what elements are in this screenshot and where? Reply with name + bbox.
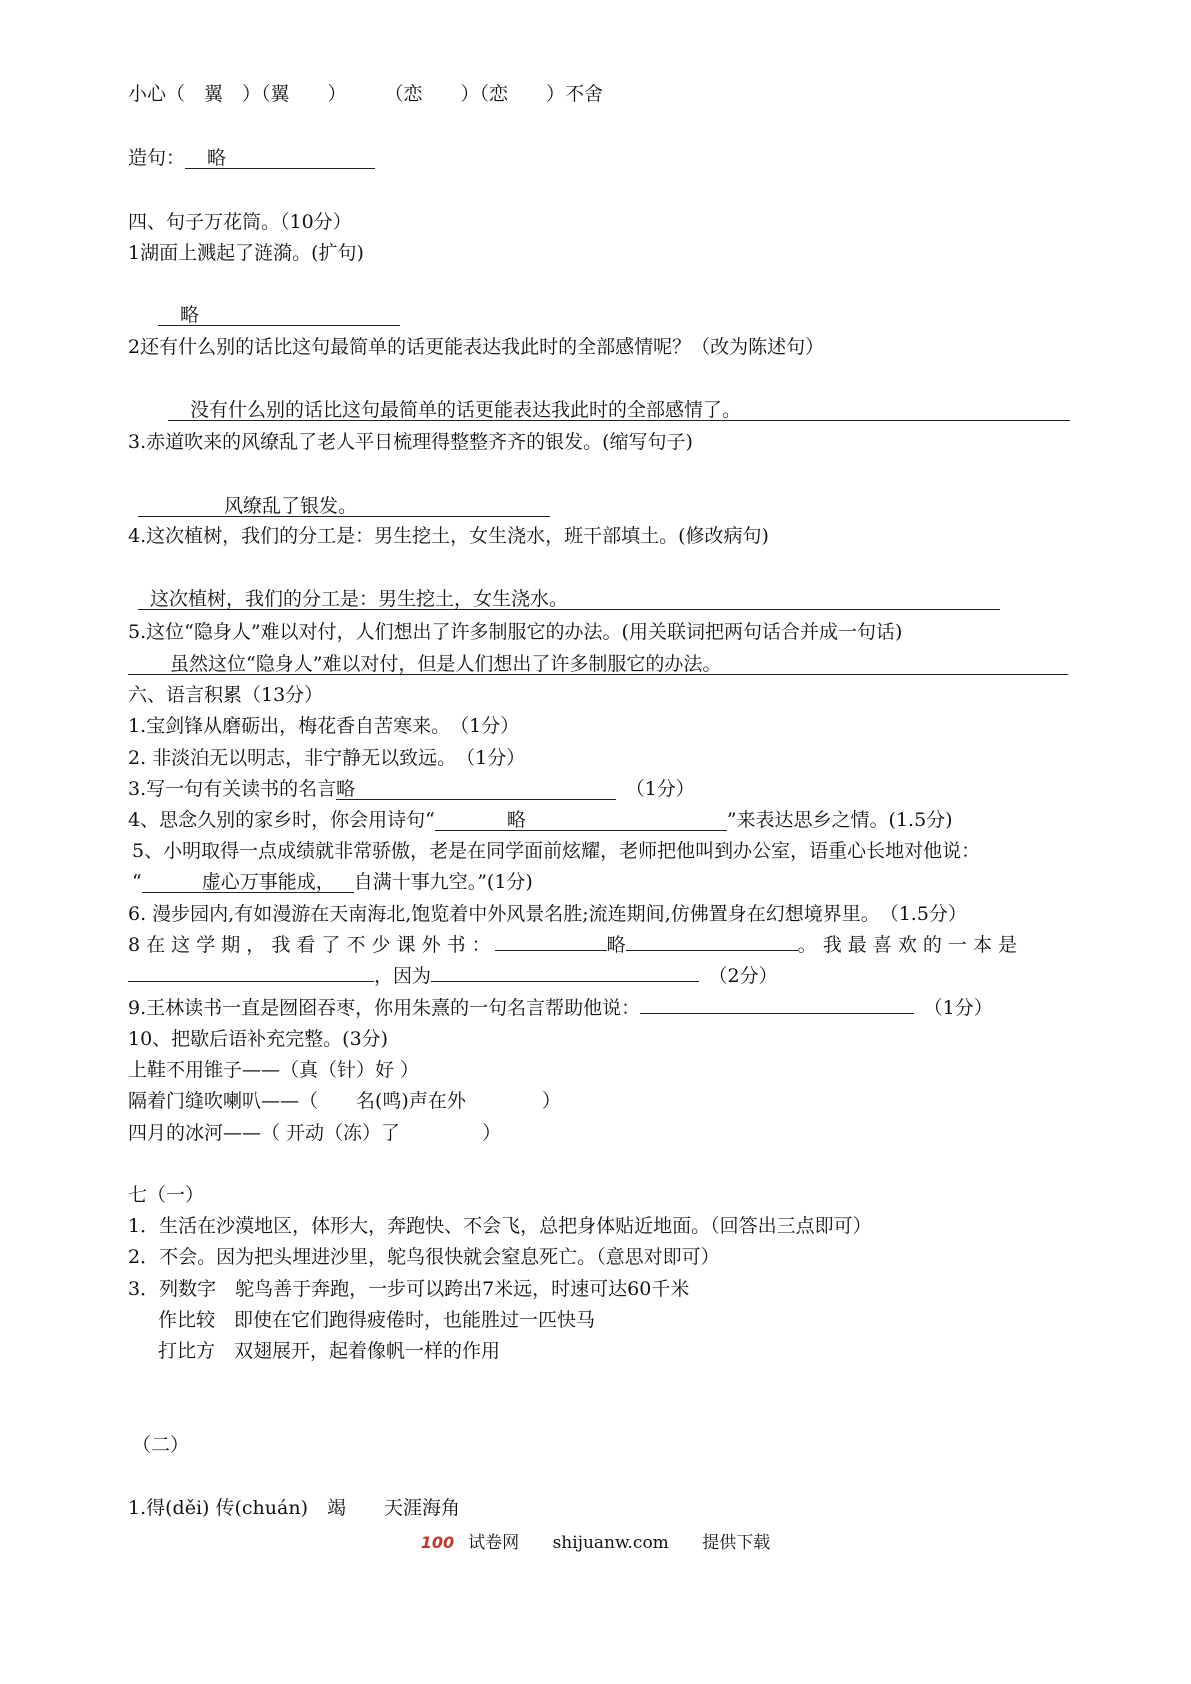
s4-answer-1: 略 bbox=[158, 305, 400, 326]
xiehouyu-1: 上鞋不用锥子——（真（针）好 ） bbox=[128, 1059, 420, 1081]
s4-answer-1-line bbox=[158, 303, 400, 327]
s4-answer-2-line bbox=[168, 398, 1070, 422]
s6-item-8b bbox=[128, 964, 778, 988]
site-domain: shijuanw.com bbox=[552, 1533, 669, 1553]
s6-item-8b-score: （2分） bbox=[699, 965, 778, 987]
s6-item-8b-blank-1 bbox=[128, 981, 374, 982]
s7-part-2-answer-1: 1.得(děi) 传(chuán) 竭 天涯海角 bbox=[128, 1497, 460, 1519]
s6-item-3-score: （1分） bbox=[616, 778, 695, 800]
s6-item-8a-blank-1 bbox=[495, 950, 607, 951]
s6-item-4-suffix: ”来表达思乡之情。(1.5分) bbox=[726, 809, 953, 831]
s6-item-8a-blank-2 bbox=[626, 950, 798, 951]
s4-answer-4: 这次植树，我们的分工是：男生挖土，女生浇水。 bbox=[138, 589, 1000, 610]
s6-item-9-prompt: 9.王林读书一直是囫囵吞枣，你用朱熹的一句名言帮助他说： bbox=[128, 997, 641, 1019]
s7-answer-3: 3．列数字 鸵鸟善于奔跑，一步可以跨出7米远，时速可达60千米 bbox=[128, 1278, 690, 1300]
zaoju-answer: 略 bbox=[185, 148, 375, 169]
s6-item-5b-open-quote: “ bbox=[132, 871, 142, 893]
zaoju-line bbox=[128, 146, 375, 170]
s6-item-2: 2. 非淡泊无以明志，非宁静无以致远。 （1分） bbox=[128, 747, 526, 769]
section-6-title: 六、语言积累（13分） bbox=[128, 684, 324, 706]
xiehouyu-3: 四月的冰河——（ 开动（冻）了 ） bbox=[128, 1122, 502, 1144]
s6-item-9-blank bbox=[640, 1013, 914, 1014]
s7-answer-3-metaphor: 打比方 双翅展开，起着像帆一样的作用 bbox=[158, 1340, 501, 1362]
s6-item-8b-blank-2 bbox=[431, 981, 699, 982]
s7-answer-1: 1．生活在沙漠地区，体形大，奔跑快、不会飞，总把身体贴近地面。（回答出三点即可） bbox=[128, 1215, 872, 1237]
s6-item-8a-suffix: 。 我 最 喜 欢 的 一 本 是 bbox=[797, 934, 1017, 956]
s4-question-2: 2还有什么别的话比这句最简单的话更能表达我此时的全部感情呢？（改为陈述句） bbox=[128, 336, 825, 358]
s4-answer-3-line bbox=[138, 494, 550, 518]
s4-answer-5: 虽然这位“隐身人”难以对付，但是人们想出了许多制服它的办法。 bbox=[128, 654, 1068, 675]
s6-item-4-prompt: 4、思念久别的家乡时，你会用诗句“ bbox=[128, 809, 435, 831]
s6-item-5b-answer: 虚心万事能成， bbox=[142, 872, 354, 893]
s6-item-4-answer: 略 bbox=[435, 810, 727, 831]
s4-question-1: 1湖面上溅起了涟漪。(扩句) bbox=[128, 242, 364, 264]
s6-item-5a: 5、小明取得一点成绩就非常骄傲，老是在同学面前炫耀，老师把他叫到办公室，语重心长地对他说： bbox=[132, 840, 981, 862]
s6-item-4 bbox=[128, 808, 953, 832]
s6-item-8a-answer: 略 bbox=[606, 934, 626, 956]
zaoju-label: 造句： bbox=[128, 147, 186, 169]
s4-answer-2: 没有什么别的话比这句最简单的话更能表达我此时的全部感情了。 bbox=[168, 400, 1070, 421]
s6-item-3 bbox=[128, 777, 695, 801]
s6-item-5b bbox=[132, 870, 533, 894]
s4-answer-3: 风缭乱了银发。 bbox=[138, 496, 550, 517]
s4-question-5: 5.这位“隐身人”难以对付，人们想出了许多制服它的办法。(用关联词把两句话合并成一句话) bbox=[128, 621, 903, 643]
s4-answer-4-line bbox=[138, 587, 1000, 611]
s6-item-3-prompt: 3.写一句有关读书的名言 bbox=[128, 778, 337, 800]
idiom-line: 小心（ 翼 ）（翼 ） （恋 ）（恋 ）不舍 bbox=[128, 83, 604, 105]
site-name: 试卷网 bbox=[468, 1533, 520, 1553]
s6-item-6: 6. 漫步园内,有如漫游在天南海北,饱览着中外风景名胜;流连期间,仿佛置身在幻想境界里。 （1.5分） bbox=[128, 903, 967, 925]
page-footer bbox=[0, 1528, 1191, 1553]
s7-answer-2: 2．不会。因为把头埋进沙里，鸵鸟很快就会窒息死亡。（意思对即可） bbox=[128, 1246, 720, 1268]
s6-item-8a-prompt: 8 在 这 学 期 ， 我 看 了 不 少 课 外 书 ： bbox=[128, 934, 491, 956]
section-7-title: 七（一） bbox=[128, 1184, 205, 1206]
s6-item-5b-rest: 自满十事九空。”(1分) bbox=[353, 871, 533, 893]
s6-item-9-score: （1分） bbox=[914, 997, 993, 1019]
s6-item-1: 1.宝剑锋从磨砺出，梅花香自苦寒来。 （1分） bbox=[128, 715, 520, 737]
s6-item-10: 10、把歇后语补充完整。(3分) bbox=[128, 1028, 389, 1050]
s4-question-3: 3.赤道吹来的风缭乱了老人平日梳理得整整齐齐的银发。(缩写句子) bbox=[128, 431, 693, 453]
s6-item-8a bbox=[128, 933, 1017, 957]
section-4-title: 四、句子万花筒。（10分） bbox=[128, 211, 352, 233]
s6-item-8b-mid: ，因为 bbox=[374, 965, 432, 987]
s7-answer-3-compare: 作比较 即使在它们跑得疲倦时，也能胜过一匹快马 bbox=[158, 1309, 596, 1331]
site-logo: 100 bbox=[420, 1533, 455, 1552]
s4-answer-5-line bbox=[128, 652, 1068, 676]
footer-note: 提供下载 bbox=[702, 1533, 771, 1553]
s6-item-3-answer: 略 bbox=[336, 779, 616, 800]
xiehouyu-2: 隔着门缝吹喇叭——（ 名(鸣)声在外 ） bbox=[128, 1090, 561, 1112]
s6-item-9 bbox=[128, 996, 993, 1020]
s4-question-4: 4.这次植树，我们的分工是：男生挖土，女生浇水，班干部填土。(修改病句) bbox=[128, 525, 769, 547]
section-7-part-2-title: （二） bbox=[132, 1434, 190, 1456]
